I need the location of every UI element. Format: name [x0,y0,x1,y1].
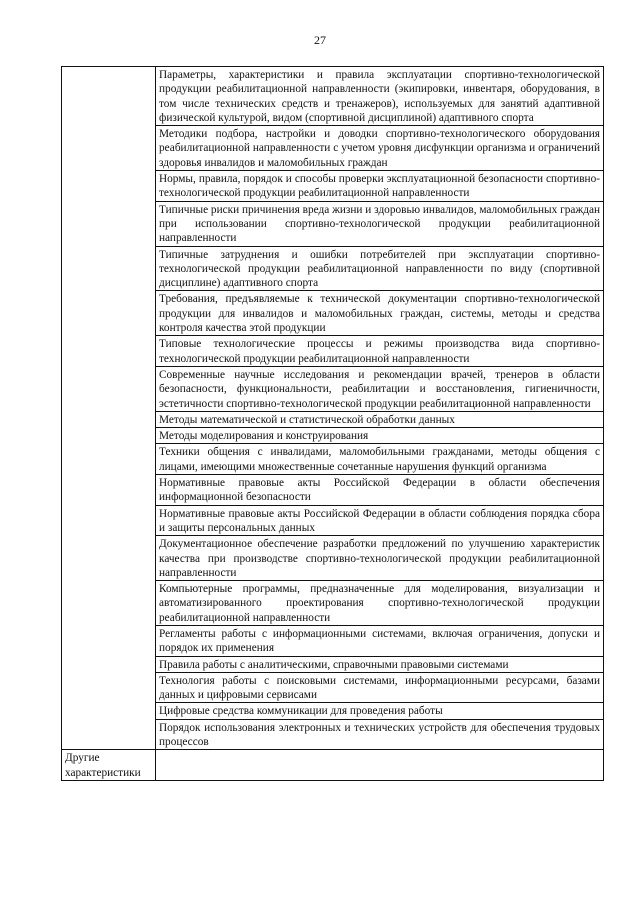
knowledge-item: Порядок использования электронных и технических устройств для обеспечения трудовых процессов [156,719,604,750]
table-row [62,67,604,126]
knowledge-item: Правила работы с аналитическими, справочными правовыми системами [156,656,604,672]
knowledge-item: Типичные затруднения и ошибки потребителей при эксплуатации спортивно-технологической продукции реабилитационной направленности по виду (спортивной дисциплине) адаптивного спорта [156,246,604,291]
left-empty-cell [62,67,156,750]
table-row-other [62,750,604,781]
knowledge-item: Методики подбора, настройки и доводки спортивно-технологического оборудования реабилитационной направленности с учетом уровня дисфункции организма и ограничений здоровья инвалидов и маломобильных граждан [156,126,604,171]
knowledge-item: Цифровые средства коммуникации для проведения работы [156,703,604,719]
knowledge-item: Регламенты работы с информационными системами, включая ограничения, допуски и порядок их применения [156,625,604,656]
knowledge-item: Требования, предъявляемые к технической документации спортивно-технологической продукции для инвалидов и маломобильных граждан, системы, методы и средства контроля качества этой продукции [156,291,604,336]
knowledge-item: Типичные риски причинения вреда жизни и здоровью инвалидов, маломобильных граждан при использовании спортивно-технологической продукции реабилитационной направленности [156,201,604,246]
knowledge-item: Компьютерные программы, предназначенные для моделирования, визуализации и автоматизированного проектирования спортивно-технологической продукции реабилитационной направленности [156,581,604,626]
knowledge-item: Типовые технологические процессы и режимы производства вида спортивно-технологической продукции реабилитационной направленности [156,336,604,367]
knowledge-item: Техники общения с инвалидами, маломобильными гражданами, методы общения с лицами, имеющими множественные сочетанные нарушения функций организма [156,444,604,475]
knowledge-item: Технология работы с поисковыми системами, информационными ресурсами, базами данных и цифровыми сервисами [156,672,604,703]
knowledge-item: Методы математической и статистической обработки данных [156,411,604,427]
knowledge-item: Современные научные исследования и рекомендации врачей, тренеров в области безопасности, функциональности, реабилитации и восстановления, гигиеничности, эстетичности спортивно-технологической продукции реабилитационной направленности [156,366,604,411]
knowledge-item: Методы моделирования и конструирования [156,428,604,444]
other-characteristics-value [156,750,604,781]
knowledge-item: Документационное обеспечение разработки предложений по улучшению характеристик качества при производстве спортивно-технологической продукции реабилитационной направленности [156,536,604,581]
page-number: 27 [314,33,326,47]
other-characteristics-label: Другие характеристики [62,750,156,781]
knowledge-item: Нормативные правовые акты Российской Федерации в области обеспечения информационной безопасности [156,475,604,506]
knowledge-item: Нормы, правила, порядок и способы проверки эксплуатационной безопасности спортивно-технологической продукции реабилитационной направленности [156,171,604,202]
knowledge-item: Параметры, характеристики и правила эксплуатации спортивно-технологической продукции реабилитационной направленности (экипировки, инвентаря, оборудования, в том числе технических средств и тренажеров), используемых для занятий адаптивной физической культурой, видом (спортивной дисциплиной) адаптивного спорта [156,67,604,126]
knowledge-item: Нормативные правовые акты Российской Федерации в области соблюдения порядка сбора и защиты персональных данных [156,505,604,536]
knowledge-table [61,66,604,781]
